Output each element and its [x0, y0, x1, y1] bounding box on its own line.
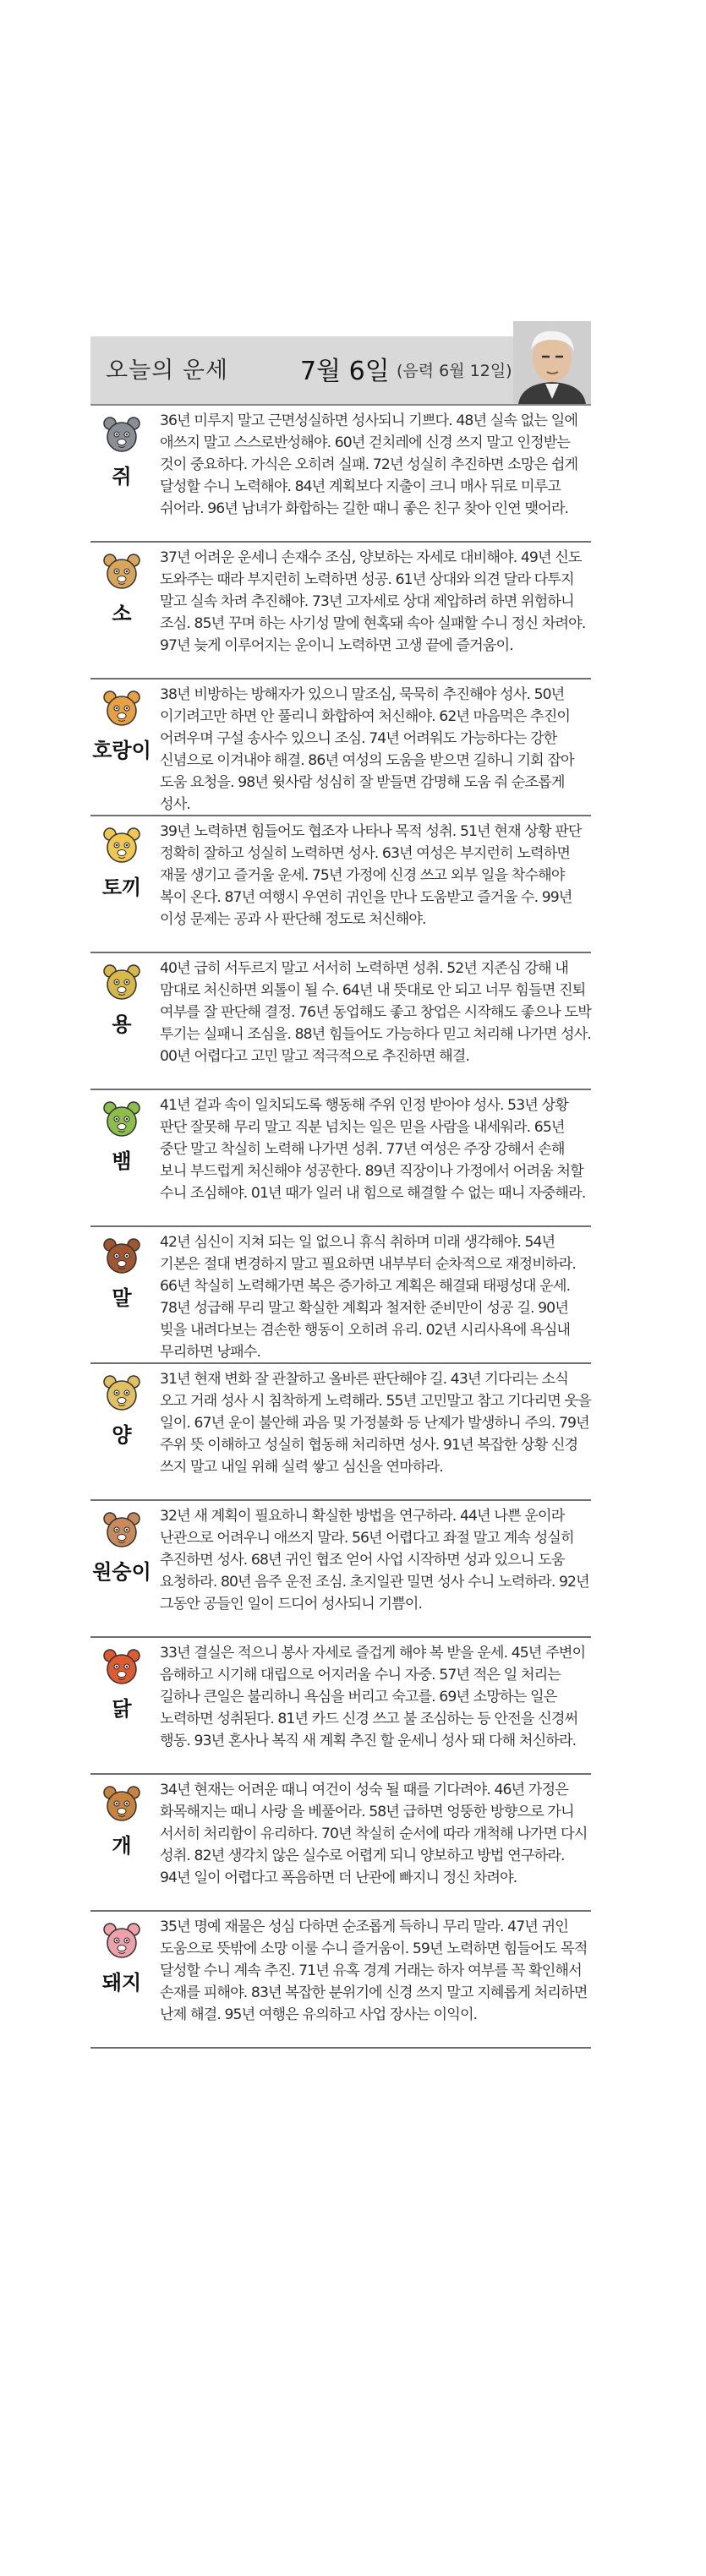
zodiac-label: [90, 1090, 153, 1225]
dog-icon: [102, 1785, 141, 1824]
zodiac-name: 호랑이: [92, 739, 151, 762]
zodiac-name: 말: [112, 1286, 132, 1310]
zodiac-name: 개: [112, 1834, 132, 1858]
author-portrait: [513, 321, 591, 404]
zodiac-label: [90, 953, 153, 1089]
zodiac-row: [90, 953, 591, 1090]
solar-date: 7월 6일: [300, 357, 390, 386]
zodiac-label: [90, 816, 153, 952]
horse-icon: [102, 1237, 141, 1276]
fortune-text: 38년 비방하는 방해자가 있으니 말조심, 묵묵히 추진해야 성사. 50년 이기려고만 하면 안 풀리니 화합하여 처신해야. 62년 마음먹은 추진이 어려우며 구설 송사수 있으니 조심. 74년 어려워도 가능하다는 강한 신념으로 이겨내야 해결. 86년 여성의 도움을 받으면 길하니 기회 잡아 도움 요청을. 98년 윗사람 성심히 잘 받들면 감명해 도움 줘 순조롭게 성사.: [160, 686, 574, 813]
tiger-icon: [102, 690, 141, 729]
ox-icon: [102, 553, 141, 592]
horoscope-card: [90, 336, 591, 2049]
zodiac-row: [90, 406, 591, 543]
zodiac-name: 원숭이: [92, 1560, 151, 1584]
zodiac-label: [90, 1912, 153, 2047]
fortune-text: 34년 현재는 어려운 때니 여건이 성숙 될 때를 기다려야. 46년 가정은 화목해지는 때니 사랑 을 베풀어라. 58년 급하면 엉뚱한 방향으로 가니 서서히 처리함이 유리하다. 70년 착실히 순서에 따라 개척해 나가면 다시 성취. 82년 생각치 않은 실수로 어렵게 되니 양보하고 방법 연구하라. 94년 일이 어렵다고 폭음하면 더 난관에 빠지니 정신 차려야.: [160, 1782, 588, 1886]
zodiac-row: [90, 1090, 591, 1227]
snake-icon: [102, 1100, 141, 1139]
zodiac-label: [90, 679, 153, 815]
zodiac-row: [90, 679, 591, 816]
monkey-icon: [102, 1511, 141, 1550]
zodiac-label: [90, 543, 153, 678]
rat-icon: [102, 416, 141, 455]
zodiac-row: [90, 1227, 591, 1364]
fortune-text: 37년 어려운 운세니 손재수 조심, 양보하는 자세로 대비해야. 49년 신도 도와주는 때라 부지런히 노력하면 성공. 61년 상대와 의견 달라 다투지 말고 실속 차려 추진해야. 73년 고자세로 상대 제압하려 하면 위험하니 조심. 85년 꾸며 하는 사기성 말에 현혹돼 속아 실패할 수니 정신 차려야. 97년 늦게 이루어지는 운이니 노력하면 고생 끝에 즐거움이.: [160, 549, 586, 654]
fortune-text: 41년 겉과 속이 일치되도록 행동해 주위 인정 받아야 성사. 53년 상황 판단 잘못해 무리 말고 직분 넘치는 일은 믿을 사람을 내세워라. 65년 중단 말고 착실히 노력해 나가면 성취. 77년 여성은 주장 강해서 손해 보니 부드럽게 처신해야 성공한다. 89년 직장이나 가정에서 어려움 처할 수니 조심해야. 01년 때가 일러 내 힘으로 해결할 수 없는 때니 자중해라.: [160, 1097, 586, 1202]
zodiac-label: [90, 1775, 153, 1910]
zodiac-row: [90, 1775, 591, 1912]
zodiac-label: [90, 1501, 153, 1636]
fortune-text: 40년 급히 서두르지 말고 서서히 노력하면 성취. 52년 지존심 강해 내 맘대로 처신하면 외톨이 될 수. 64년 내 뜻대로 안 되고 너무 힘들면 진퇴 여부를 잘 판단해 결정. 76년 동업해도 좋고 창업은 시작해도 좋으나 도박 투기는 실패니 조심을. 88년 힘들어도 가능하다 믿고 처리해 나가면 성사. 00년 어렵다고 고민 말고 적극적으로 추진하면 해결.: [160, 960, 591, 1065]
fortune-text: 31년 현재 변화 잘 관찰하고 올바른 판단해야 길. 43년 기다리는 소식 오고 거래 성사 시 침착하게 노력해라. 55년 고민말고 참고 기다리면 웃을 일이. 67년 운이 불안해 과음 및 가정불화 등 난제가 발생하니 주의. 79년 주위 뜻 이해하고 성실히 협동해 처리하면 성사. 91년 복잡한 상황 신경 쓰지 말고 내일 위해 실력 쌓고 심신을 연마하라.: [160, 1371, 591, 1476]
zodiac-row: [90, 1912, 591, 2049]
zodiac-row: [90, 1501, 591, 1638]
zodiac-name: 소: [112, 602, 132, 625]
zodiac-label: [90, 1364, 153, 1499]
fortune-text: 32년 새 계획이 필요하니 확실한 방법을 연구하라. 44년 나쁜 운이라 난관으로 어려우니 애쓰지 말라. 56년 어렵다고 좌절 말고 계속 성실히 추진하면 성사. 68년 귀인 협조 얻어 사업 시작하면 성과 있으니 도움 요청하라. 80년 음주 운전 조심. 초지일관 밀면 성사 수니 노력하라. 92년 그동안 공들인 일이 드디어 성사되니 기쁨이.: [160, 1508, 589, 1613]
zodiac-name: 뱀: [112, 1149, 132, 1173]
fortune-text: 33년 결실은 적으니 봉사 자세로 즐겁게 해야 복 받을 운세. 45년 주변이 음해하고 시기해 대립으로 어지러울 수니 자중. 57년 적은 일 처리는 길하나 큰일은 불리하니 욕심을 버리고 숙고를. 69년 소망하는 일은 노력하면 성취된다. 81년 카드 신경 쓰고 불 조심하는 등 안전을 신경써 행동. 93년 혼사나 복직 새 계획 추진 할 운세니 성사 돼 다해 처신하라.: [160, 1645, 586, 1749]
sheep-icon: [102, 1374, 141, 1413]
zodiac-name: 용: [112, 1012, 132, 1036]
zodiac-name: 닭: [112, 1697, 132, 1721]
fortune-text: 42년 심신이 지쳐 되는 일 없으니 휴식 취하며 미래 생각해야. 54년 기본은 절대 변경하지 말고 필요하면 내부부터 순차적으로 재정비하라. 66년 착실히 노력해가면 복은 증가하고 계획은 해결돼 태평성대 운세. 78년 성급해 무리 말고 확실한 계획과 철저한 준비만이 성공 길. 90년 빚을 내려다보는 겸손한 행동이 오히려 유리. 02년 시리사욕에 욕심내 무리하면 낭패수.: [160, 1234, 576, 1361]
header: [90, 336, 591, 406]
zodiac-row: [90, 543, 591, 679]
zodiac-row: [90, 1638, 591, 1775]
zodiac-name: 쥐: [112, 465, 132, 488]
zodiac-label: [90, 406, 153, 541]
pig-icon: [102, 1922, 141, 1961]
zodiac-list: [90, 406, 591, 2049]
zodiac-name: 돼지: [101, 1971, 142, 1995]
fortune-text: 35년 명예 재물은 성심 다하면 순조롭게 득하니 무리 말라. 47년 귀인 도움으로 뜻밖에 소망 이룰 수니 즐거움이. 59년 노력하면 힘들어도 목적 달성할 수니 계속 추진. 71년 유혹 경계 거래는 하자 여부를 꼭 확인해서 손재를 피해야. 83년 복잡한 분위기에 신경 쓰지 말고 지혜롭게 처리하면 난제 해결. 95년 여행은 유의하고 사업 장사는 이익이.: [160, 1918, 588, 2023]
rooster-icon: [102, 1648, 141, 1687]
lunar-date: (음력 6월 12일): [397, 362, 512, 380]
zodiac-row: [90, 816, 591, 953]
fortune-text: 39년 노력하면 힘들어도 협조자 나타나 목적 성취. 51년 현재 상황 판단 정확히 잘하고 성실히 노력하면 성사. 63년 여성은 부지런히 노력하면 재물 생기고 즐거울 운세. 75년 가정에 신경 쓰고 외부 일을 착수해야 복이 온다. 87년 여행시 우연히 귀인을 만나 도움받고 즐거울 수. 99년 이성 문제는 공과 사 판단해 정도로 처신해야.: [160, 823, 582, 928]
zodiac-label: [90, 1638, 153, 1773]
rabbit-icon: [102, 827, 141, 865]
dragon-icon: [102, 963, 141, 1002]
page-title: 오늘의 운세: [106, 357, 228, 384]
zodiac-name: 토끼: [101, 876, 142, 899]
zodiac-row: [90, 1364, 591, 1501]
zodiac-label: [90, 1227, 153, 1362]
zodiac-name: 양: [112, 1423, 132, 1447]
fortune-text: 36년 미루지 말고 근면성실하면 성사되니 기쁘다. 48년 실속 없는 일에 애쓰지 말고 스스로반성해야. 60년 걷치레에 신경 쓰지 말고 인정받는 것이 중요하다. 가식은 오히려 실패. 72년 성실히 추진하면 소망은 쉽게 달성할 수니 노력해야. 84년 계획보다 지출이 크니 매사 뒤로 미루고 쉬어라. 96년 남녀가 화합하는 길한 때니 좋은 친구 찾아 인연 맺어라.: [160, 412, 578, 517]
